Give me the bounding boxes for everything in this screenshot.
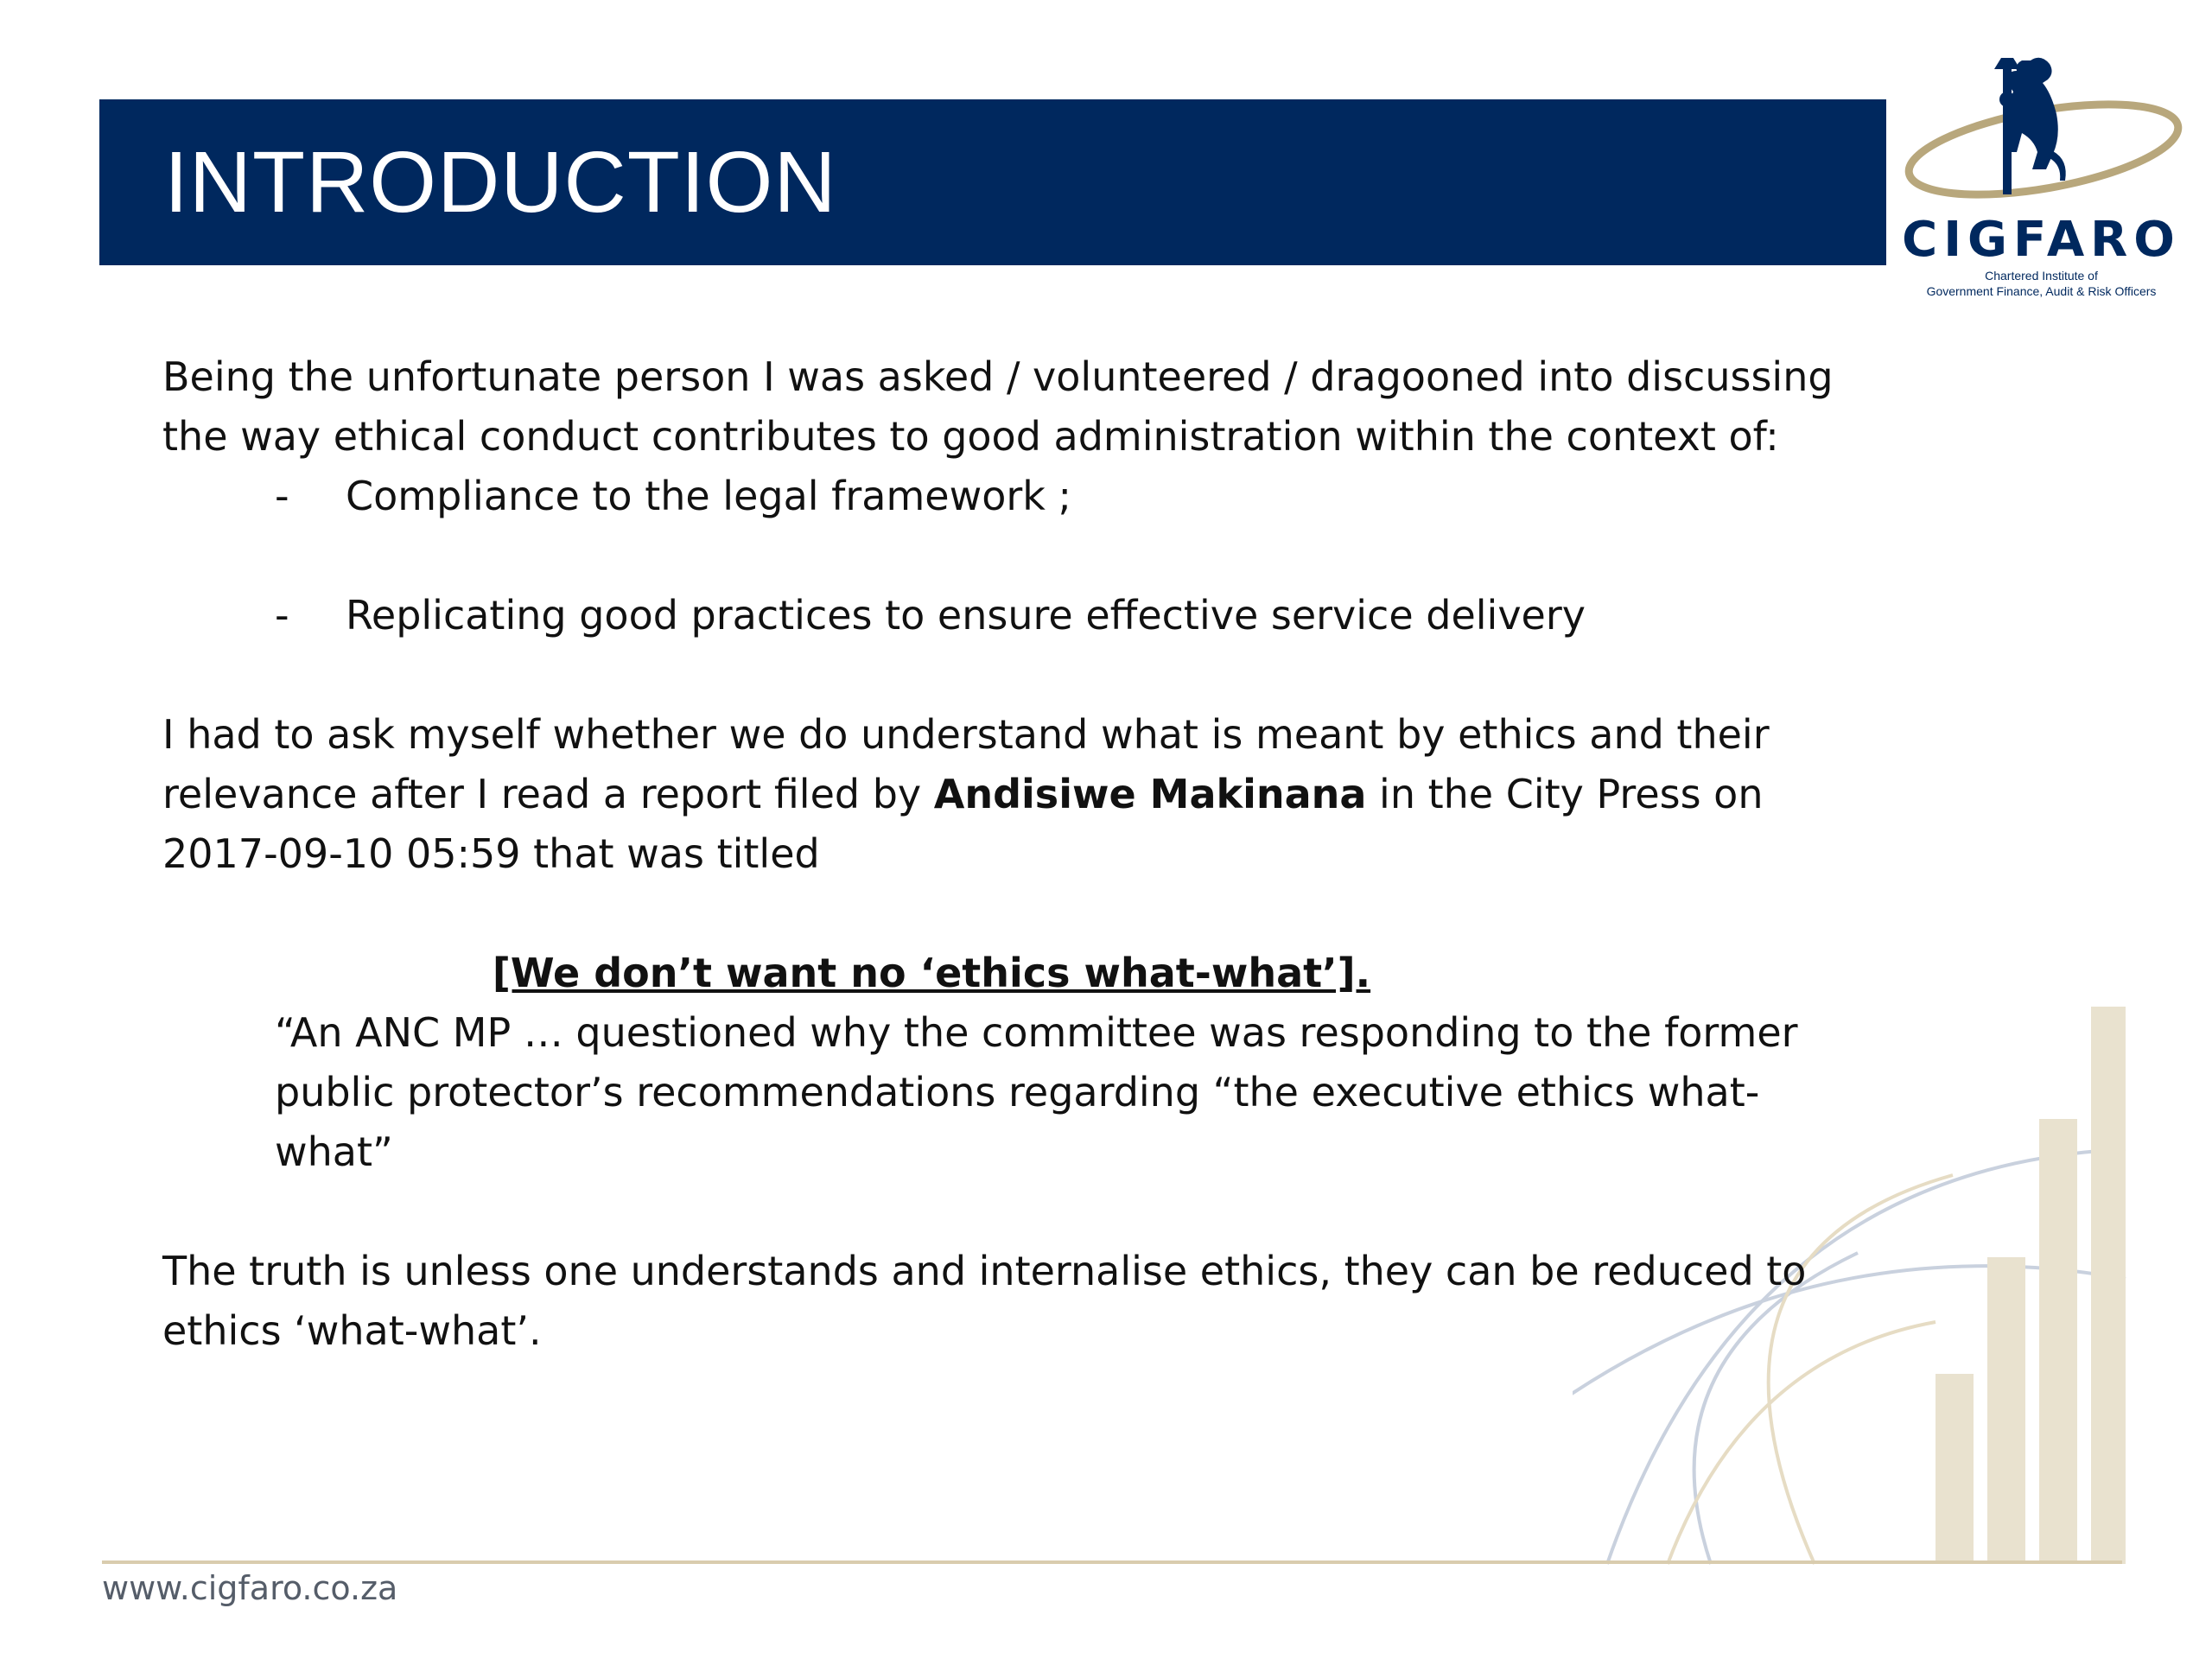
bullet-text: Replicating good practices to ensure effective service delivery — [346, 592, 1586, 639]
footer-divider — [102, 1560, 2122, 1564]
logo-emblem-icon — [1901, 48, 2186, 220]
title-bar — [99, 99, 1886, 265]
conclusion-paragraph: The truth is unless one understands and internalise ethics, they can be reduced to ethics ‘what-what’. — [162, 1248, 1807, 1354]
cigfaro-logo — [1901, 48, 2195, 307]
intro-paragraph: Being the unfortunate person I was asked / volunteered / dragooned into discussing the way ethical conduct contributes to good administration within the context of: — [162, 353, 1834, 460]
bullet-dash: - — [275, 592, 289, 639]
slide-title: INTRODUCTION — [164, 134, 837, 231]
report-author: Andisiwe Makinana — [933, 771, 1367, 817]
bullet-dash: - — [275, 473, 289, 519]
list-item — [162, 586, 1856, 645]
report-text-after: in the City Press on 2017-09-10 05:59 that was titled — [162, 771, 1764, 877]
slide-body — [162, 347, 1856, 1361]
report-text-before: I had to ask myself whether we do understand what is meant by ethics and their relevance after I read a report filed by — [162, 711, 1770, 817]
logo-subtitle-line2: Government Finance, Audit & Risk Officers — [1926, 284, 2157, 298]
footer-url[interactable]: www.cigfaro.co.za — [102, 1569, 398, 1607]
list-item — [162, 467, 1856, 526]
logo-subtitle-line1: Chartered Institute of — [1985, 269, 2098, 283]
quote-title: [We don’t want no ‘ethics what-what’]. — [492, 950, 1371, 996]
report-paragraph — [162, 705, 1856, 884]
bullet-text: Compliance to the legal framework ; — [346, 473, 1072, 519]
quote-text: “An ANC MP … questioned why the committee was responding to the former public protector’s recommendations regarding “the executive ethics what-what” — [275, 1009, 1798, 1175]
logo-subtitle — [1901, 268, 2182, 299]
logo-wordmark: CIGFARO — [1902, 212, 2181, 268]
